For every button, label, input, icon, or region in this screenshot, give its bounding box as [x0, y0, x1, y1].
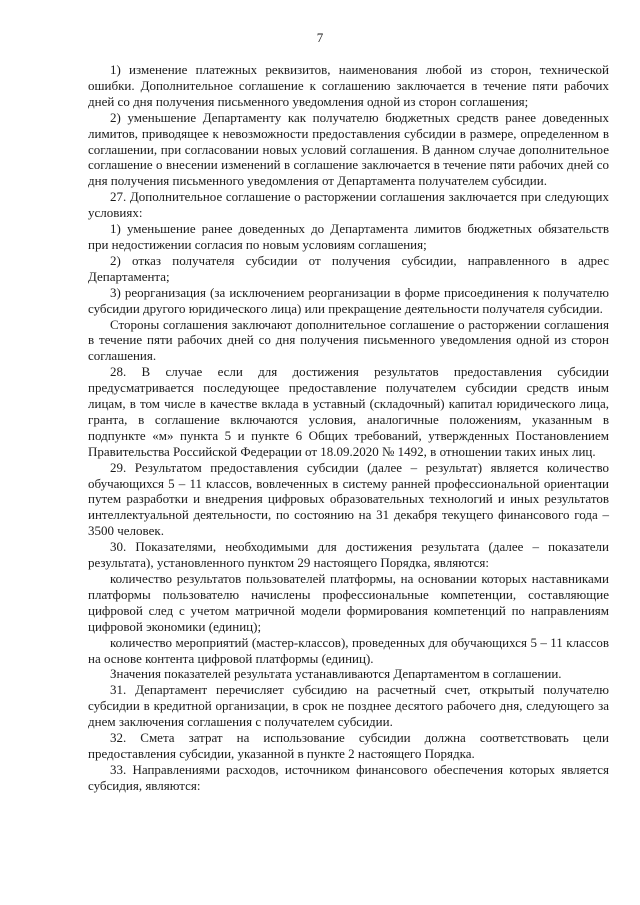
paragraph-7: Стороны соглашения заключают дополнительное соглашение о расторжении соглашения в течение пяти рабочих дней со дня получения письменного уведомления одной из сторон соглашения. — [88, 316, 609, 364]
document-body — [88, 62, 609, 794]
paragraph-9: 29. Результатом предоставления субсидии (далее – результат) является количество обучающихся 5 – 11 классов, вовлеченных в систему ранней профессиональной ориентации путем разработки и внедрения цифровых образовательных технологий и иных результатов интеллектуальной деятельности, по состоянию на 31 декабря текущего финансового года – 3500 человек. — [88, 459, 609, 539]
paragraph-14: 31. Департамент перечисляет субсидию на расчетный счет, открытый получателю субсидии в кредитной организации, в срок не позднее десятого рабочего дня, следующего за днем заключения соглашения с получателем субсидии. — [88, 682, 609, 730]
paragraph-8: 28. В случае если для достижения результатов предоставления субсидии предусматривается последующее предоставление получателем субсидии средств иным лицам, в том числе в качестве вклада в уставный (складочный) капитал юридического лица, гранта, в соглашение включаются условия, аналогичные положениям, указанным в подпункте «м» пункта 5 и пункте 6 Общих требований, утвержденных Постановлением Правительства Российской Федерации от 18.09.2020 № 1492, в отношении таких иных лиц. — [88, 364, 609, 459]
paragraph-10: 30. Показателями, необходимыми для достижения результата (далее – показатели результата), установленного пунктом 29 настоящего Порядка, являются: — [88, 539, 609, 571]
paragraph-13: Значения показателей результата устанавливаются Департаментом в соглашении. — [110, 666, 562, 682]
paragraph-15: 32. Смета затрат на использование субсидии должна соответствовать цели предоставления субсидии, указанной в пункте 2 настоящего Порядка. — [88, 730, 609, 761]
paragraph-11: количество результатов пользователей платформы, на основании которых наставниками платформы пользователю начислены профессиональные компетенции, составляющие цифровой след с учетом матричной модели формирования компетенций по направлениям цифровой экономики (единиц); — [88, 571, 609, 634]
paragraph-2: 2) уменьшение Департаменту как получателю бюджетных средств ранее доведенных лимитов, приводящее к невозможности предоставления субсидии в размере, определенном в соглашении, при согласовании новых условий соглашения. В данном случае дополнительное соглашение о внесении изменений в соглашение заключается в течение пяти рабочих дней со дня получения письменного уведомления от Департамента получателем субсидии. — [88, 109, 609, 189]
page-number: 7 — [316, 30, 324, 45]
paragraph-16: 33. Направлениями расходов, источником финансового обеспечения которых является субсидия, являются: — [88, 761, 609, 793]
paragraph-12: количество мероприятий (мастер-классов), проведенных для обучающихся 5 – 11 классов на основе контента цифровой платформы (единиц). — [88, 634, 609, 666]
paragraph-5: 2) отказ получателя субсидии от получения субсидии, направленного в адрес Департамента; — [88, 252, 609, 284]
paragraph-3: 27. Дополнительное соглашение о расторжении соглашения заключается при следующих условиях: — [88, 189, 609, 221]
paragraph-1: 1) изменение платежных реквизитов, наименования любой из сторон, технической ошибки. Дополнительное соглашение к соглашению заключается в течение пяти рабочих дней со дня получения письменного уведомления одной из сторон соглашения; — [88, 62, 609, 109]
paragraph-4: 1) уменьшение ранее доведенных до Департамента лимитов бюджетных обязательств при недостижении согласия по новым условиям соглашения; — [88, 221, 609, 252]
paragraph-6: 3) реорганизация (за исключением реорганизации в форме присоединения к получателю субсидии другого юридического лица) или прекращение деятельности получателя субсидии. — [88, 284, 609, 316]
